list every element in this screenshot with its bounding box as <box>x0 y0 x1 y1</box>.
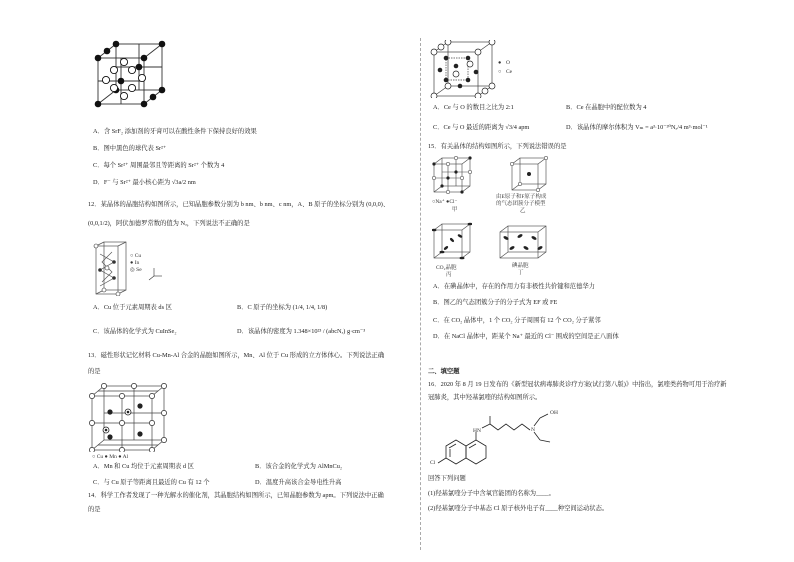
q14-stem-line1: 14．科学工作者发现了一种光解水的催化剂，其晶胞结构如图所示，已知晶胞参数为 apm。下列说法中正确 <box>88 492 384 499</box>
q15-jia-legend: ○Na⁺ ●Cl⁻ <box>432 199 458 205</box>
q13-legend: ○ Cu ● Mn ● Al <box>92 454 129 460</box>
q15-yi-caption-1: 由E原子和F原子构成 <box>496 194 547 200</box>
q14-legend-ce: Ce <box>506 69 513 75</box>
q16-stem-line2: 冠肺炎，其中羟基氯喹的结构如图所示。 <box>428 394 542 401</box>
q15-bing-caption: CO₂晶胞 <box>436 265 457 271</box>
q11-option-d: D．F⁻ 与 Sr²⁺ 最小核心距为 √3a/2 nm <box>93 179 196 186</box>
q15-figure-bing <box>432 222 472 262</box>
q15-figure-yi <box>508 156 548 192</box>
q15-jia-label: 甲 <box>452 207 458 213</box>
q15-ding-caption: 碘晶胞 <box>512 263 529 269</box>
q16-mol-oh: OH <box>550 410 558 416</box>
q15-bing-label: 丙 <box>446 272 452 278</box>
q15-option-c: C．在 CO₂ 晶体中，1 个 CO₂ 分子周围有 12 个 CO₂ 分子紧邻 <box>433 317 601 324</box>
q12-option-c: C．该晶体的化学式为 CuInSe₂ <box>93 328 177 335</box>
q11-crystal-figure <box>92 40 172 110</box>
q15-yi-label: 乙 <box>520 208 526 214</box>
q12-option-d: D．该晶体的密度为 1.348×10²³ / (abcNₐ) g·cm⁻³ <box>237 328 366 335</box>
q16-subquestion-1: (1)羟基氯喹分子中含氧官能团的名称为____。 <box>428 490 555 497</box>
q15-yi-caption-2: 的气态团簇分子模型 <box>496 201 546 207</box>
q15-option-b: B．图乙的气态团簇分子的分子式为 EF 或 FE <box>433 299 558 306</box>
q12-option-a: A．Cu 位于元素周期表 ds 区 <box>93 304 172 311</box>
q14-legend-ce-symbol: ○ <box>498 69 502 75</box>
q12-legend-se: ◎ Se <box>130 267 142 273</box>
q14-crystal-figure <box>430 40 496 98</box>
q14-option-c: C．Ce 与 O 最近的距离为 √3/4 apm <box>433 124 530 131</box>
q11-option-b: B．图中黑色的球代表 Sr²⁺ <box>93 145 167 152</box>
q11-option-c: C．每个 Sr²⁺ 周围最邻且等距离的 Sr²⁺ 个数为 4 <box>93 162 225 169</box>
q14-legend-o-symbol: ● <box>498 60 502 66</box>
q12-option-b: B．C 原子的坐标为 (1/4, 1/4, 1/8) <box>237 304 328 311</box>
q13-option-a: A．Mn 和 Cu 均位于元素周期表 d 区 <box>93 463 194 470</box>
q13-crystal-figure <box>88 382 170 452</box>
column-divider <box>420 38 421 550</box>
q12-stem-line1: 12．某晶体的晶胞结构如图所示，已知晶胞参数分别为 b nm、b nm、c nm，A、B 原子的坐标分别为 (0,0,0)、 <box>88 201 390 208</box>
q14-stem-line2: 的是 <box>88 506 101 513</box>
q14-option-b: B．Ce 在晶胞中的配位数为 4 <box>566 104 647 111</box>
q16-mol-n: N <box>531 427 535 433</box>
q13-option-b: B．该合金的化学式为 AlMnCu₂ <box>255 463 343 470</box>
q12-crystal-figure <box>92 240 164 296</box>
q12-stem-line2: (0,0,1/2)，阿伏加德罗常数的值为 Nₐ，下列说法不正确的是 <box>88 220 250 227</box>
q13-option-d: D．温度升高该合金导电性升高 <box>255 479 342 486</box>
q16-answer-intro: 回答下列问题 <box>428 475 466 482</box>
q13-stem-line2: 的是 <box>88 368 101 375</box>
q15-figure-jia <box>432 156 472 196</box>
q16-mol-hn: HN <box>473 428 481 434</box>
q11-option-a: A．含 SrF₂ 添加剂的牙膏可以在酸性条件下保持良好的效果 <box>93 128 257 135</box>
q13-stem-line1: 13．磁性形状记忆材料 Cu-Mn-Al 合金的晶胞如图所示，Mn、Al 位于 Cu 形成的立方体体心。下列说法正确 <box>88 352 385 359</box>
q15-option-d: D．在 NaCl 晶体中，距某个 Na⁺ 最近的 Cl⁻ 围成的空间是正八面体 <box>433 333 619 340</box>
q16-molecule-structure <box>430 404 570 470</box>
q15-option-a: A．在碘晶体中，存在的作用力有非极性共价键和范德华力 <box>433 283 595 290</box>
q14-legend-o: O <box>506 60 510 66</box>
q15-figure-ding <box>498 224 548 260</box>
q12-legend-in: ● In <box>130 260 140 266</box>
q15-ding-label: 丁 <box>518 270 524 276</box>
q12-legend-cu: ○ Cu <box>130 253 142 259</box>
q13-option-c: C．与 Cu 原子等距离且最近的 Cu 有 12 个 <box>93 479 210 486</box>
q15-stem: 15．有关晶体的结构如图所示，下列说法错误的是 <box>428 143 567 150</box>
q14-option-d: D．该晶体的摩尔体积为 Vₘ = a³·10⁻³⁰Nₐ/4 m³·mol⁻¹ <box>566 124 708 131</box>
q16-subquestion-2: (2)羟基氯喹分子中基态 Cl 原子核外电子有____种空间运动状态。 <box>428 505 609 512</box>
section-title-fill-in: 二、填空题 <box>428 368 460 375</box>
q14-option-a: A．Ce 与 O 的数目之比为 2:1 <box>433 104 514 111</box>
q16-stem-line1: 16．2020 年 8 月 19 日发布的《新型冠状病毒肺炎诊疗方案(试行第八版)》中指出，氯喹类药物可用于治疗新 <box>428 381 727 388</box>
q16-mol-cl: Cl <box>430 460 436 466</box>
